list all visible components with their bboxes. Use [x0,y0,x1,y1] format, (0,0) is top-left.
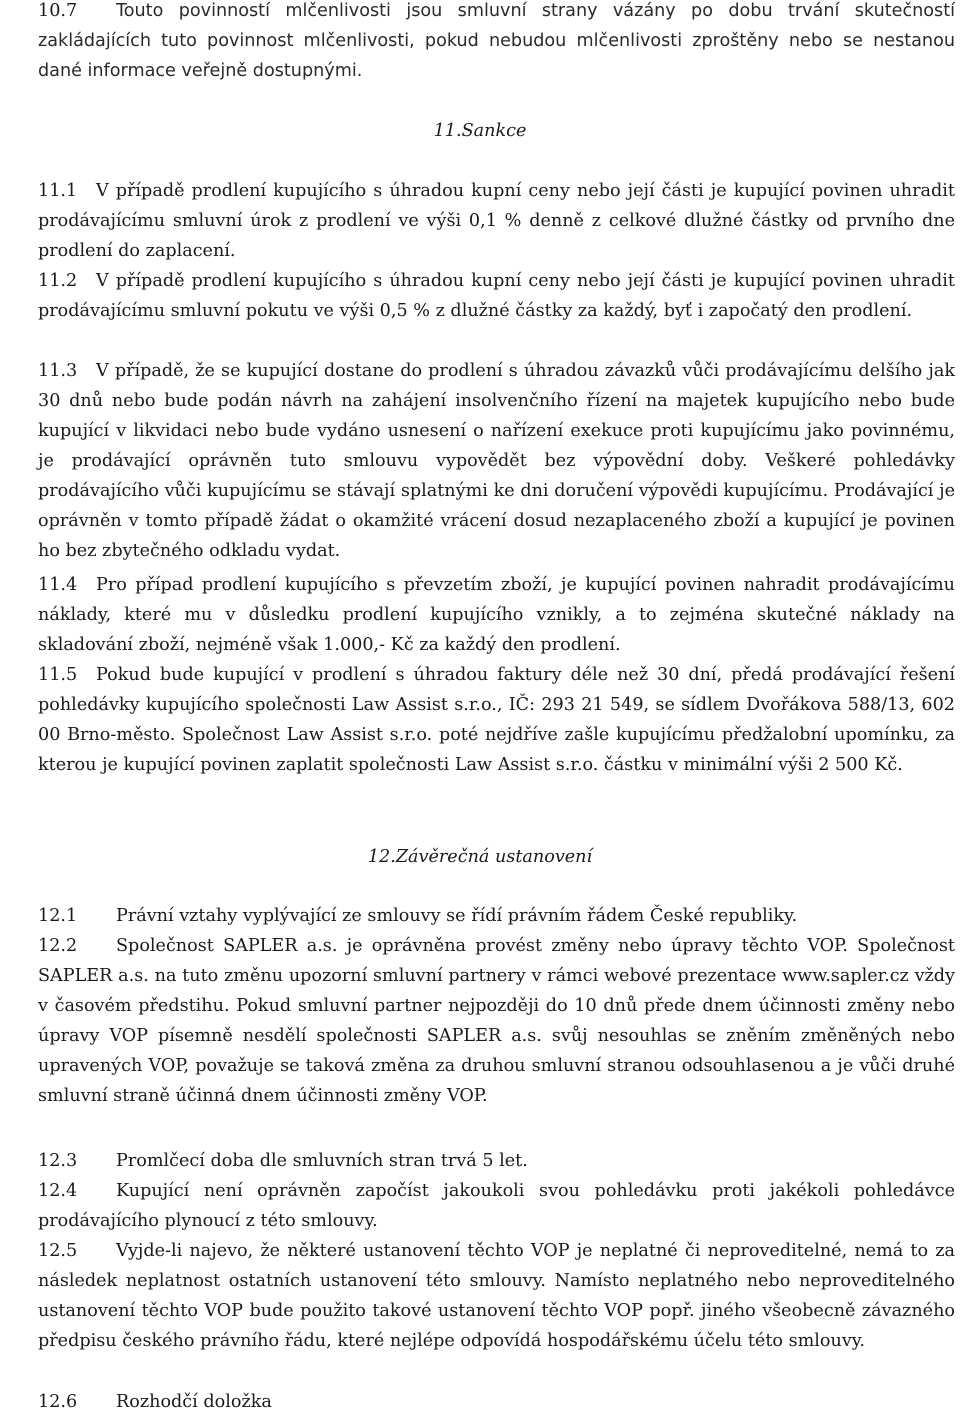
clause-11-3 [38,356,955,566]
clause-number: 12.5 [38,1241,78,1261]
clause-text: Pokud bude kupující v prodlení s úhradou faktury déle než 30 dní, předá prodávající řešení pohledávky kupujícího společnosti Law Assist s.r.o., IČ: 293 21 549, se sídlem Dvořákova 588/13, 602 00 Brno-město. Společnost Law Assist s.r.o. poté nejdříve zašle kupujícímu předžalobní upomínku, za kterou je kupující povinen zaplatit společnosti Law Assist s.r.o. částku v minimální výši 2 500 Kč. [38,665,955,775]
clause-text: Kupující není oprávněn započíst jakoukoli svou pohledávku proti jakékoli pohledávce prodávajícího plynoucí z této smlouvy. [38,1181,955,1231]
clause-number: 12.2 [38,936,78,956]
clause-number: 12.6 [38,1392,78,1412]
clause-text: Rozhodčí doložka [116,1392,272,1412]
clause-text: Promlčecí doba dle smluvních stran trvá 5 let. [116,1151,528,1171]
clause-number: 12.3 [38,1151,78,1171]
clause-text: V případě, že se kupující dostane do prodlení s úhradou závazků vůči prodávajícímu delšího jak 30 dnů nebo bude podán návrh na zahájení insolvenčního řízení na majetek kupujícího nebo bude kupující v likvidaci nebo bude vydáno usnesení o nařízení exekuce proti kupujícímu jako povinnému, je prodávající oprávněn tuto smlouvu vypovědět bez výpovědní doby. Veškeré pohledávky prodávajícího vůči kupujícímu se stávají splatnými ke dni doručení výpovědi kupujícímu. Prodávající je oprávněn v tomto případě žádat o okamžité vrácení dosud nezaplaceného zboží a kupující je povinen ho bez zbytečného odkladu vydat. [38,361,955,561]
clause-number: 11.2 [38,271,78,291]
clause-12-6 [38,1387,955,1417]
section-title: 11.Sankce [433,121,527,141]
clause-text: Pro případ prodlení kupujícího s převzetím zboží, je kupující povinen nahradit prodávajícímu náklady, které mu v důsledku prodlení kupujícího vznikly, a to zejména skutečné náklady na skladování zboží, nejméně však 1.000,- Kč za každý den prodlení. [38,575,955,655]
clause-12-4 [38,1176,955,1236]
clause-text: V případě prodlení kupujícího s úhradou kupní ceny nebo její části je kupující povinen uhradit prodávajícímu smluvní úrok z prodlení ve výši 0,1 % denně z celkové dlužné částky od prvního dne prodlení do zaplacení. [38,181,955,261]
clause-text: V případě prodlení kupujícího s úhradou kupní ceny nebo její části je kupující povinen uhradit prodávajícímu smluvní pokutu ve výši 0,5 % z dlužné částky za každý, byť i započatý den prodlení. [38,271,955,321]
section-heading-12 [0,842,960,872]
clause-11-2 [38,266,955,326]
clause-10-7 [38,0,955,86]
clause-number: 10.7 [38,1,78,21]
clause-12-3 [38,1146,955,1176]
clause-text: Vyjde-li najevo, že některé ustanovení těchto VOP je neplatné či neproveditelné, nemá to za následek neplatnost ostatních ustanovení této smlouvy. Namísto neplatného nebo neproveditelného ustanovení těchto VOP bude použito takové ustanovení těchto VOP popř. jiného všeobecně závazného předpisu českého právního řádu, které nejlépe odpovídá hospodářskému účelu této smlouvy. [38,1241,955,1351]
clause-text: Touto povinností mlčenlivosti jsou smluvní strany vázány po dobu trvání skutečností zakládajících tuto povinnost mlčenlivosti, pokud nebudou mlčenlivosti zproštěny nebo se nestanou dané informace veřejně dostupnými. [38,1,955,81]
clause-12-1 [38,901,955,931]
clause-number: 11.1 [38,181,78,201]
clause-11-1 [38,176,955,266]
section-title: 12.Závěrečná ustanovení [367,847,593,867]
clause-text: Společnost SAPLER a.s. je oprávněna provést změny nebo úpravy těchto VOP. Společnost SAPLER a.s. na tuto změnu upozorní smluvní partnery v rámci webové prezentace www.sapler.cz vždy v časovém předstihu. Pokud smluvní partner nejpozději do 10 dnů přede dnem účinnosti změny nebo úpravy VOP písemně nesdělí společnosti SAPLER a.s. svůj nesouhlas se zněním změněných nebo upravených VOP, považuje se taková změna za druhou smluvní stranou odsouhlasenou a je vůči druhé smluvní straně účinná dnem účinnosti změny VOP. [38,936,955,1106]
clause-number: 11.5 [38,665,78,685]
section-heading-11 [0,116,960,146]
clause-number: 12.4 [38,1181,78,1201]
clause-11-5 [38,660,955,780]
clause-number: 12.1 [38,906,78,926]
clause-number: 11.4 [38,575,78,595]
clause-12-2 [38,931,955,1111]
clause-11-4 [38,570,955,660]
clause-text: Právní vztahy vyplývající ze smlouvy se řídí právním řádem České republiky. [116,906,798,926]
clause-number: 11.3 [38,361,78,381]
clause-12-5 [38,1236,955,1356]
